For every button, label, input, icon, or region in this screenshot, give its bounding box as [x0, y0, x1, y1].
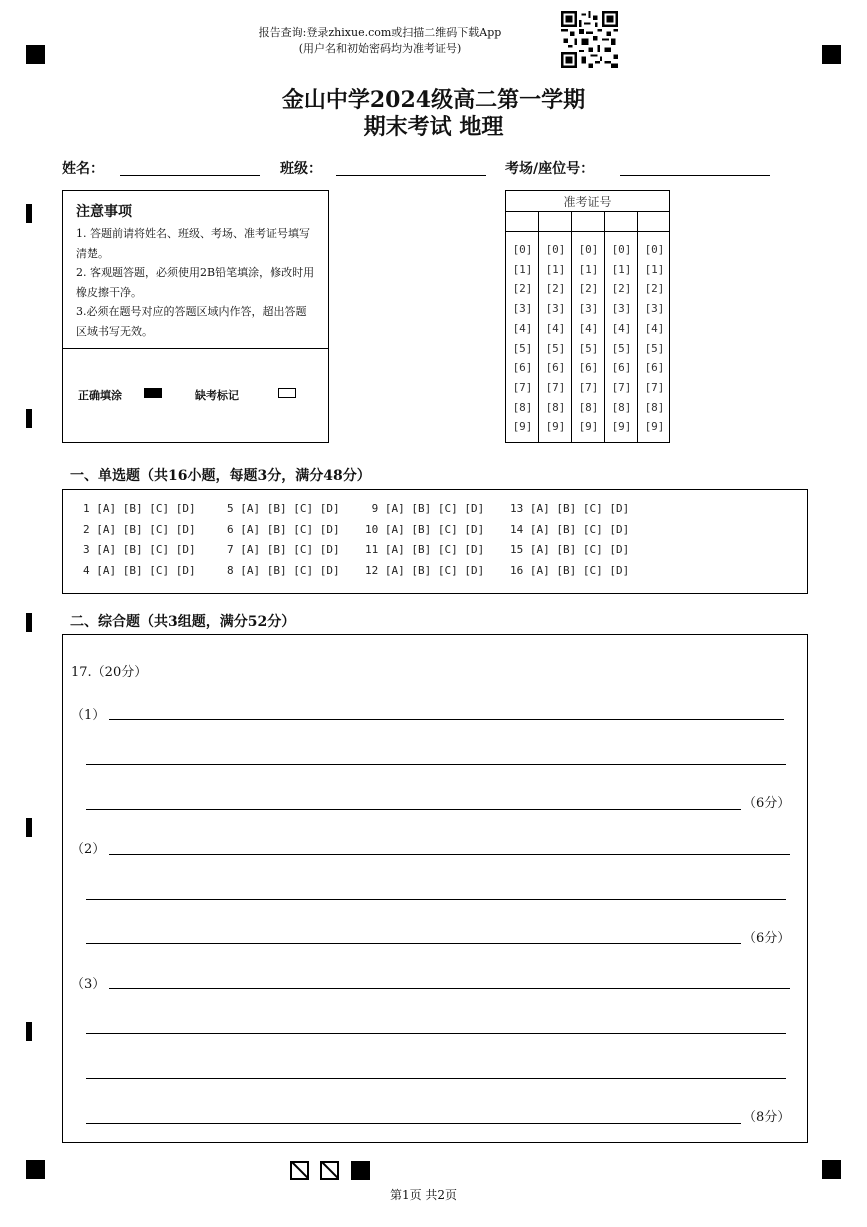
- answer-line[interactable]: [109, 988, 790, 989]
- correct-fill-sample: [144, 388, 162, 398]
- mcq-question[interactable]: 6 [A] [B] [C] [D]: [227, 522, 340, 536]
- mcq-question[interactable]: 4 [A] [B] [C] [D]: [83, 563, 196, 577]
- exam-id-digit-bubble[interactable]: [8]: [611, 400, 632, 414]
- exam-id-digit-bubble[interactable]: [7]: [578, 380, 599, 394]
- notice-item: 1. 答题前请将姓名、班级、考场、准考证号填写清楚。: [76, 227, 310, 260]
- exam-id-digit-bubble[interactable]: [9]: [512, 420, 533, 434]
- exam-id-digit-bubble[interactable]: [5]: [545, 341, 566, 355]
- sub-question-3-label: （3）: [71, 977, 106, 992]
- seat-label: 考场/座位号：: [505, 161, 595, 177]
- password-note: (用户名和初始密码均为准考证号): [298, 42, 462, 55]
- exam-id-digit-bubble[interactable]: [4]: [512, 321, 533, 335]
- exam-id-digit-bubble[interactable]: [0]: [611, 243, 632, 256]
- exam-id-digit-bubble[interactable]: [1]: [644, 262, 665, 276]
- page-code-mark: [320, 1161, 339, 1180]
- exam-id-digit-bubble[interactable]: [2]: [578, 282, 599, 296]
- exam-id-digit-bubble[interactable]: [6]: [545, 361, 566, 375]
- side-mark: [26, 204, 32, 223]
- side-mark: [26, 613, 32, 632]
- exam-id-digit-bubble[interactable]: [7]: [512, 380, 533, 394]
- exam-id-digit-bubble[interactable]: [5]: [512, 341, 533, 355]
- exam-id-digit-bubble[interactable]: [1]: [578, 262, 599, 276]
- exam-id-grid: [505, 190, 670, 443]
- exam-id-digit-bubble[interactable]: [6]: [512, 361, 533, 375]
- mcq-question[interactable]: 8 [A] [B] [C] [D]: [227, 563, 340, 577]
- exam-id-digit-bubble[interactable]: [9]: [644, 420, 665, 434]
- answer-line[interactable]: [86, 809, 741, 810]
- page-code-mark: [290, 1161, 309, 1180]
- exam-id-digit-bubble[interactable]: [9]: [611, 420, 632, 434]
- exam-id-digit-bubble[interactable]: [0]: [512, 243, 533, 256]
- exam-id-digit-bubble[interactable]: [1]: [611, 262, 632, 276]
- exam-title-line1: 金山中学2024级高二第一学期: [281, 87, 586, 113]
- mcq-question[interactable]: 5 [A] [B] [C] [D]: [227, 502, 340, 515]
- exam-id-digit-bubble[interactable]: [4]: [545, 321, 566, 335]
- report-query-note: 报告查询:登录zhixue.com或扫描二维码下载App: [258, 26, 502, 39]
- mcq-question[interactable]: 12 [A] [B] [C] [D]: [365, 563, 485, 577]
- exam-id-digit-bubble[interactable]: [5]: [611, 341, 632, 355]
- mcq-question[interactable]: 7 [A] [B] [C] [D]: [227, 543, 340, 556]
- exam-id-digit-bubble[interactable]: [7]: [644, 380, 665, 394]
- exam-id-digit-bubble[interactable]: [3]: [611, 302, 632, 316]
- sub-question-1-points: （6分）: [743, 796, 791, 811]
- exam-id-digit-bubble[interactable]: [7]: [545, 380, 566, 394]
- exam-id-input-row: [506, 231, 669, 232]
- mcq-question[interactable]: 13 [A] [B] [C] [D]: [510, 502, 630, 515]
- exam-id-digit-bubble[interactable]: [9]: [578, 420, 599, 434]
- notice-item: 3.必须在题号对应的答题区域内作答，超出答题区域书写无效。: [76, 305, 307, 338]
- exam-id-digit-bubble[interactable]: [4]: [578, 321, 599, 335]
- mcq-question[interactable]: 16 [A] [B] [C] [D]: [510, 563, 630, 577]
- mcq-question[interactable]: 10 [A] [B] [C] [D]: [365, 522, 485, 536]
- exam-id-digit-bubble[interactable]: [5]: [578, 341, 599, 355]
- name-field[interactable]: [120, 175, 260, 176]
- mcq-question[interactable]: 1 [A] [B] [C] [D]: [83, 502, 196, 515]
- exam-id-digit-bubble[interactable]: [8]: [545, 400, 566, 414]
- answer-line[interactable]: [86, 1033, 786, 1034]
- exam-id-digit-bubble[interactable]: [8]: [512, 400, 533, 414]
- exam-id-digit-bubble[interactable]: [3]: [512, 302, 533, 316]
- exam-id-digit-bubble[interactable]: [0]: [545, 243, 566, 256]
- corner-mark-bottom-right: [822, 1160, 841, 1179]
- class-field[interactable]: [336, 175, 486, 176]
- answer-line[interactable]: [86, 1078, 786, 1079]
- answer-line[interactable]: [86, 899, 786, 900]
- sub-question-2-label: （2）: [71, 842, 106, 857]
- exam-id-title-divider: [506, 211, 669, 212]
- class-label: 班级：: [280, 161, 322, 177]
- mcq-question[interactable]: 9 [A] [B] [C] [D]: [365, 502, 485, 515]
- sub-question-3-points: （8分）: [743, 1110, 791, 1125]
- notice-box: [62, 190, 329, 443]
- exam-id-digit-bubble[interactable]: [2]: [611, 282, 632, 296]
- mcq-question[interactable]: 2 [A] [B] [C] [D]: [83, 522, 196, 536]
- exam-id-digit-bubble[interactable]: [2]: [644, 282, 665, 296]
- sub-question-1-label: （1）: [71, 708, 106, 723]
- page-number: 第1页 共2页: [389, 1188, 458, 1202]
- exam-id-digit-bubble[interactable]: [3]: [578, 302, 599, 316]
- exam-id-digit-bubble[interactable]: [0]: [644, 243, 665, 256]
- exam-id-digit-bubble[interactable]: [4]: [611, 321, 632, 335]
- exam-id-digit-bubble[interactable]: [9]: [545, 420, 566, 434]
- exam-id-digit-bubble[interactable]: [0]: [578, 243, 599, 256]
- mcq-box: [62, 489, 808, 594]
- correct-fill-label: 正确填涂: [78, 389, 122, 402]
- question-17-label: 17.（20分）: [71, 665, 148, 680]
- exam-id-digit-bubble[interactable]: [1]: [545, 262, 566, 276]
- exam-id-digit-bubble[interactable]: [6]: [644, 361, 665, 375]
- seat-field[interactable]: [620, 175, 770, 176]
- answer-line[interactable]: [109, 719, 784, 720]
- mcq-question[interactable]: 11 [A] [B] [C] [D]: [365, 543, 485, 556]
- exam-id-digit-bubble[interactable]: [1]: [512, 262, 533, 276]
- notice-title: 注意事项: [76, 204, 132, 220]
- exam-title-line2: 期末考试 地理: [363, 114, 504, 140]
- mcq-question[interactable]: 14 [A] [B] [C] [D]: [510, 522, 630, 536]
- absent-mark-checkbox[interactable]: [278, 388, 296, 398]
- mcq-question[interactable]: 3 [A] [B] [C] [D]: [83, 543, 196, 556]
- exam-id-digit-bubble[interactable]: [7]: [611, 380, 632, 394]
- qr-code-icon[interactable]: [561, 11, 618, 68]
- corner-mark-bottom-left: [26, 1160, 45, 1179]
- exam-id-digit-bubble[interactable]: [2]: [512, 282, 533, 296]
- exam-id-digit-bubble[interactable]: [2]: [545, 282, 566, 296]
- mcq-question[interactable]: 15 [A] [B] [C] [D]: [510, 543, 630, 556]
- exam-id-digit-bubble[interactable]: [3]: [545, 302, 566, 316]
- exam-id-title: 准考证号: [563, 195, 612, 209]
- side-mark: [26, 818, 32, 837]
- answer-line[interactable]: [86, 943, 741, 944]
- notice-item: 2. 客观题答题，必须使用2B铅笔填涂，修改时用橡皮擦干净。: [76, 266, 315, 299]
- answer-line[interactable]: [86, 1123, 741, 1124]
- page-code-mark-filled: [351, 1161, 370, 1180]
- absent-mark-label: 缺考标记: [195, 389, 239, 402]
- exam-id-digit-bubble[interactable]: [5]: [644, 341, 665, 355]
- side-mark: [26, 1022, 32, 1041]
- exam-id-digit-bubble[interactable]: [6]: [611, 361, 632, 375]
- section2-title: 二、综合题（共3组题，满分52分）: [70, 614, 296, 630]
- section1-title: 一、单选题（共16小题，每题3分，满分48分）: [70, 468, 371, 484]
- comprehensive-box: [62, 634, 808, 1143]
- exam-id-digit-bubble[interactable]: [4]: [644, 321, 665, 335]
- side-mark: [26, 409, 32, 428]
- sub-question-2-points: （6分）: [743, 931, 791, 946]
- answer-line[interactable]: [109, 854, 790, 855]
- exam-id-digit-bubble[interactable]: [6]: [578, 361, 599, 375]
- notice-divider: [63, 348, 328, 349]
- answer-line[interactable]: [86, 764, 786, 765]
- exam-id-digit-bubble[interactable]: [3]: [644, 302, 665, 316]
- name-label: 姓名：: [62, 161, 104, 177]
- corner-mark-top-right: [822, 45, 841, 64]
- exam-id-digit-bubble[interactable]: [8]: [644, 400, 665, 414]
- exam-id-digit-bubble[interactable]: [8]: [578, 400, 599, 414]
